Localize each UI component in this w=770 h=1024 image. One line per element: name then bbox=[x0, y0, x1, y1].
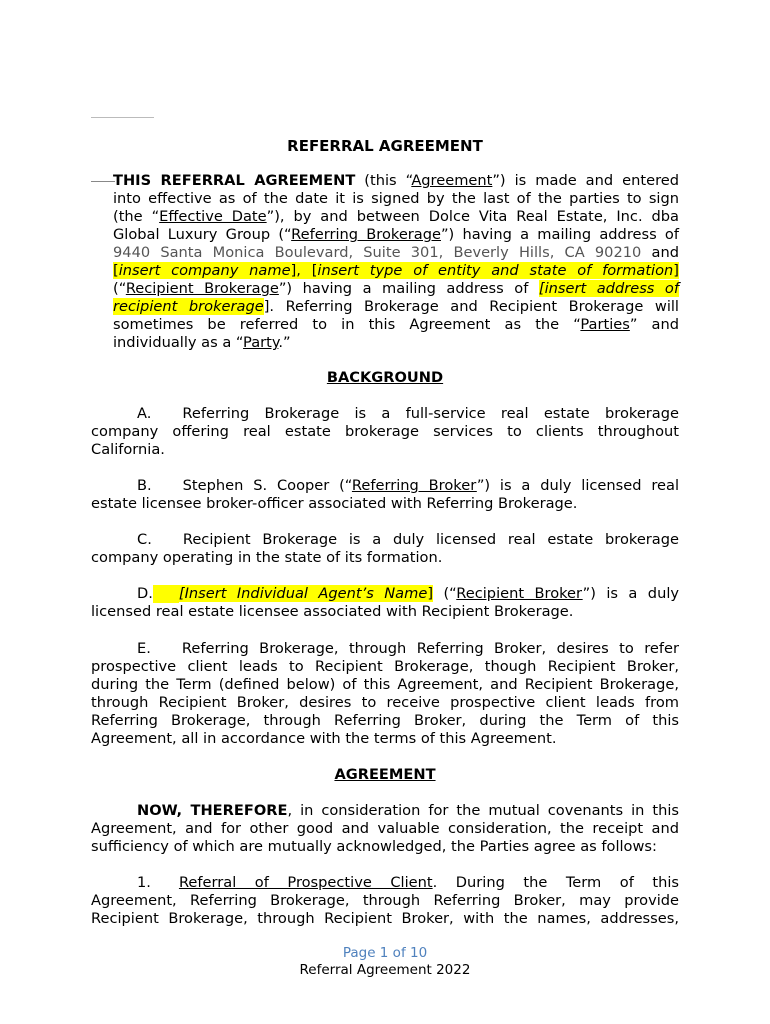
intro-line-4: Global Luxury Group (“Referring Brokerage”) having a mailing address of bbox=[113, 226, 679, 243]
term-referring-brokerage: Referring Brokerage bbox=[291, 226, 441, 243]
term-agreement: Agreement bbox=[411, 172, 493, 189]
intro-line-3: (the “Effective Date”), by and between Dolce Vita Real Estate, Inc. dba bbox=[113, 208, 679, 225]
agreement-heading: AGREEMENT bbox=[334, 766, 436, 783]
recital-b: B. Stephen S. Cooper (“Referring Broker”) is a duly licensed real estate licensee broker-officer associated with Referring Brokerage. bbox=[91, 477, 679, 512]
intro-line-10: individually as a “Party.” bbox=[113, 334, 291, 351]
background-heading: BACKGROUND bbox=[326, 369, 444, 386]
intro-line-2: into effective as of the date it is signed by the last of the parties to sign bbox=[113, 190, 679, 207]
header-rule bbox=[91, 117, 154, 118]
intro-line-7: (“Recipient Brokerage”) having a mailing address of [insert address of bbox=[113, 280, 679, 297]
intro-line-8: recipient brokerage]. Referring Brokerage and Recipient Brokerage will bbox=[113, 298, 679, 315]
footer-document-name: Referral Agreement 2022 bbox=[299, 962, 471, 978]
entity-type-placeholder: insert type of entity and state of formation bbox=[317, 262, 674, 279]
term-parties: Parties bbox=[580, 316, 630, 333]
recipient-address-placeholder: [insert address of bbox=[538, 280, 679, 297]
document-title: REFERRAL AGREEMENT bbox=[287, 137, 483, 155]
margin-mark bbox=[91, 181, 115, 182]
intro-line-6: [insert company name], [insert type of entity and state of formation] bbox=[113, 262, 679, 279]
agent-name-placeholder: [Insert Individual Agent’s Name bbox=[178, 585, 428, 602]
recital-c: C. Recipient Brokerage is a duly licensed real estate brokerage company operating in the state of its formation. bbox=[91, 531, 679, 566]
page-number: Page 1 of 10 bbox=[342, 945, 428, 961]
intro-paragraph bbox=[113, 172, 679, 352]
intro-line-1: THIS REFERRAL AGREEMENT (this “Agreement”) is made and entered bbox=[113, 172, 679, 189]
term-recipient-broker: Recipient Broker bbox=[456, 585, 583, 602]
referring-address: 9440 Santa Monica Boulevard, Suite 301, Beverly Hills, CA 90210 bbox=[113, 244, 642, 261]
section-1-heading: Referral of Prospective Client bbox=[178, 874, 433, 891]
recipient-address-placeholder-2: recipient brokerage bbox=[113, 298, 264, 315]
term-referring-broker: Referring Broker bbox=[351, 477, 477, 494]
term-party: Party bbox=[243, 334, 279, 351]
now-therefore-paragraph: NOW, THEREFORE, in consideration for the mutual covenants in this Agreement, and for other good and valuable consideration, the receipt and sufficiency of which are mutually acknowledged, the Parties agree as follows: bbox=[91, 802, 680, 855]
recital-e: E. Referring Brokerage, through Referring Broker, desires to refer prospective client leads to Recipient Brokerage, though Recipient Broker, during the Term (defined below) of this Agreement, and Recipient Brokerage, through Recipient Broker, desires to receive prospective client leads from Referring Brokerage, through Referring Broker, during the Term of this Agreement, all in accordance with the terms of this Agreement. bbox=[91, 640, 679, 747]
intro-line-5: 9440 Santa Monica Boulevard, Suite 301, Beverly Hills, CA 90210 and bbox=[113, 244, 679, 261]
term-effective-date: Effective Date bbox=[159, 208, 267, 225]
section-1: 1. Referral of Prospective Client. During the Term of this Agreement, Referring Brokerage, through Referring Broker, may provide Recipient Brokerage, through Recipient Broker, with the names, addresses, bbox=[91, 874, 680, 927]
intro-line-9: sometimes be referred to in this Agreement as the “Parties” and bbox=[113, 316, 679, 333]
recital-a: A. Referring Brokerage is a full-service real estate brokerage company offering real estate brokerage services to clients throughout California. bbox=[91, 405, 679, 458]
recital-d: D. [Insert Individual Agent’s Name] (“Recipient Broker”) is a duly licensed real estate licensee associated with Recipient Brokerage. bbox=[91, 585, 680, 620]
company-name-placeholder: insert company name bbox=[118, 262, 291, 279]
term-recipient-brokerage: Recipient Brokerage bbox=[125, 280, 279, 297]
